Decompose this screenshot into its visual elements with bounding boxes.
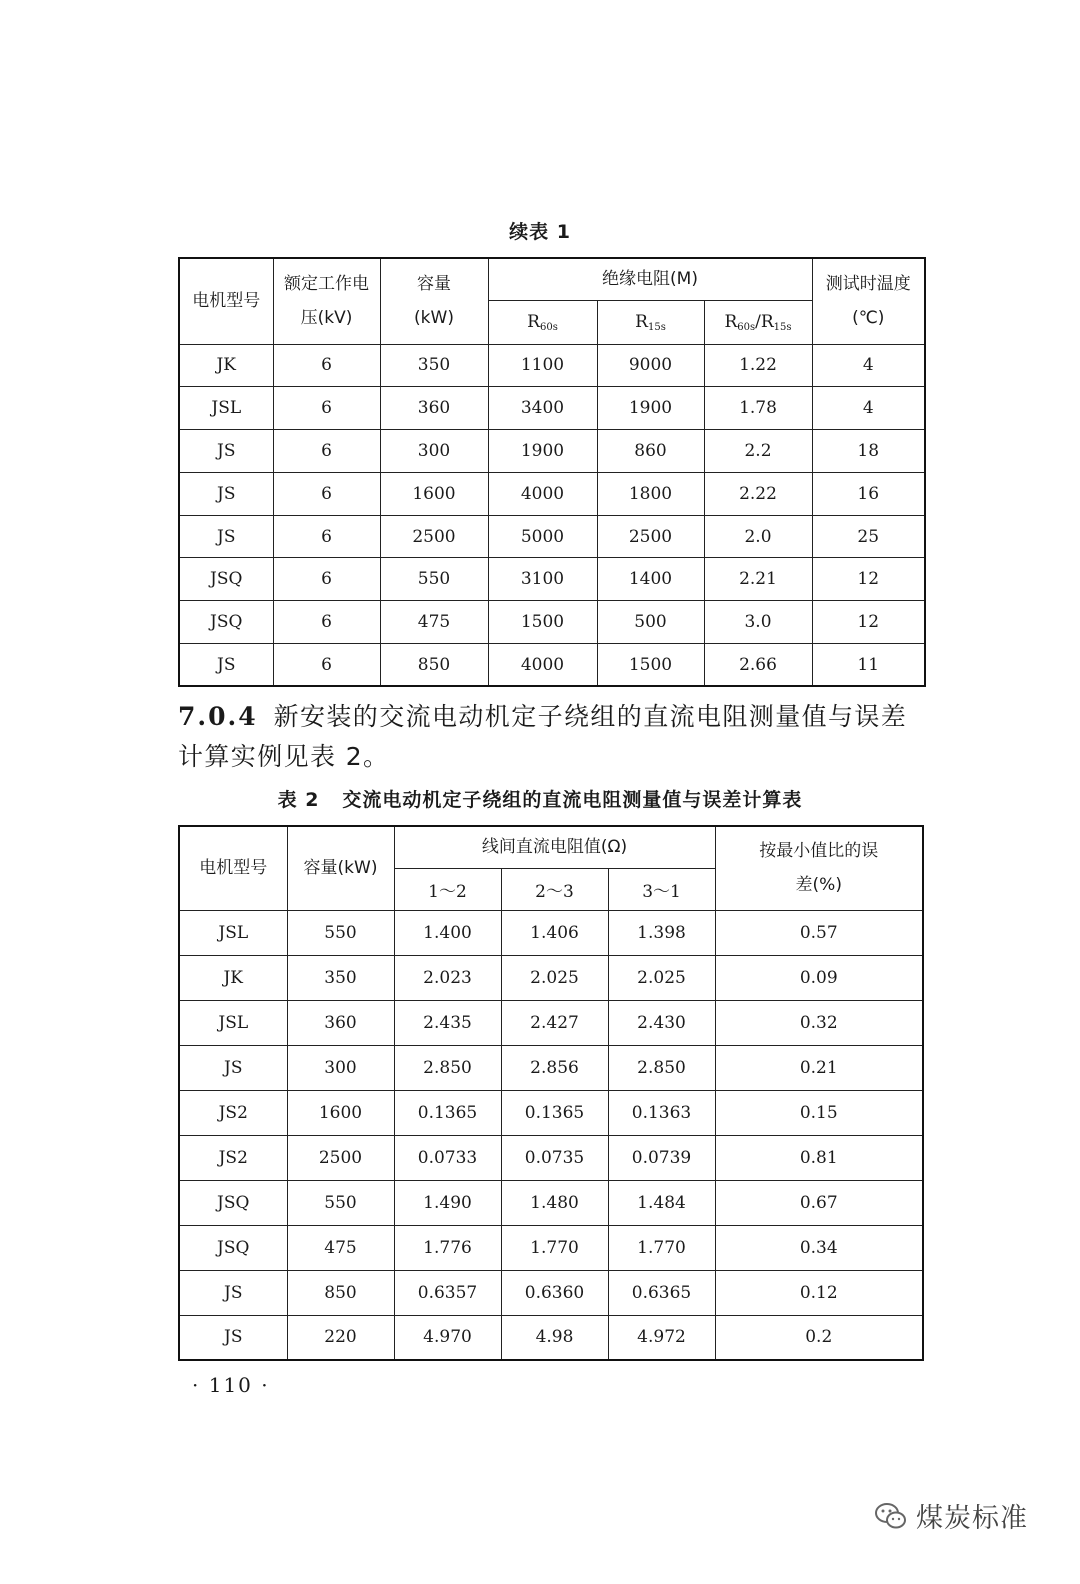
table1-cell: 1800 <box>597 472 704 515</box>
table1-cell: 2500 <box>597 515 704 558</box>
table1-cell: JSL <box>179 387 273 430</box>
table1-cell: 300 <box>380 430 488 473</box>
table1-cell: 9000 <box>597 344 704 387</box>
table1-cell: 2.21 <box>704 558 812 601</box>
table1-cell: 6 <box>273 515 380 558</box>
table1-cell: 6 <box>273 344 380 387</box>
table2-cell: 4.972 <box>608 1315 715 1360</box>
table2-row <box>179 910 923 955</box>
table1-cell: 1900 <box>488 430 597 473</box>
table2-cell: 1.484 <box>608 1180 715 1225</box>
table1-cell: 2500 <box>380 515 488 558</box>
table1-row <box>179 515 925 558</box>
table2-cell: 0.0735 <box>501 1135 608 1180</box>
watermark <box>874 1496 1028 1535</box>
table2-cell: 0.1365 <box>501 1090 608 1135</box>
table2-cell: 1.770 <box>608 1225 715 1270</box>
t2-header-p23: 2～3 <box>501 868 608 910</box>
table2-cell: 0.32 <box>715 1000 923 1045</box>
table2-cell: 350 <box>287 955 394 1000</box>
table1-cell: 6 <box>273 558 380 601</box>
table1-row <box>179 601 925 644</box>
table2-cell: JSL <box>179 1000 287 1045</box>
t1-header-r15: $R_{15s}$ <box>597 300 704 344</box>
watermark-text: 煤炭标准 <box>916 1503 1028 1534</box>
table1-cell: 3100 <box>488 558 597 601</box>
table2-cell: JS <box>179 1045 287 1090</box>
clause-text-line2: 计算实例见表 2。 <box>178 742 390 771</box>
table1-cell: 1500 <box>597 644 704 687</box>
table2-cell: 2500 <box>287 1135 394 1180</box>
table2-row <box>179 1045 923 1090</box>
table1-cell: 2.66 <box>704 644 812 687</box>
table1-cell: JS <box>179 430 273 473</box>
t1-header-temp: 测试时温度(℃) <box>812 258 925 344</box>
table2-cell: 0.0733 <box>394 1135 501 1180</box>
table1-cell: JS <box>179 515 273 558</box>
table2-row <box>179 1180 923 1225</box>
table2-cell: 1.406 <box>501 910 608 955</box>
table1-cell: 6 <box>273 387 380 430</box>
table2-cell: 0.6365 <box>608 1270 715 1315</box>
table1-cell: 2.0 <box>704 515 812 558</box>
table2-cell: JS <box>179 1315 287 1360</box>
table1-row <box>179 344 925 387</box>
table2-cell: 2.430 <box>608 1000 715 1045</box>
t2-header-model: 电机型号 <box>179 826 287 910</box>
table1-cell: JS <box>179 472 273 515</box>
table2-cell: 0.15 <box>715 1090 923 1135</box>
table1-cell: 4000 <box>488 644 597 687</box>
table2-cell: 0.2 <box>715 1315 923 1360</box>
table1-cell: 6 <box>273 601 380 644</box>
table1-caption: 续表 1 <box>509 221 571 243</box>
table1-cell: JK <box>179 344 273 387</box>
table2-cell: 300 <box>287 1045 394 1090</box>
table1-cell: 1500 <box>488 601 597 644</box>
table1 <box>178 257 926 687</box>
table2-cell: JK <box>179 955 287 1000</box>
table1-cell: 18 <box>812 430 925 473</box>
table1-cell: 1900 <box>597 387 704 430</box>
table2-row <box>179 1000 923 1045</box>
table1-cell: JSQ <box>179 558 273 601</box>
table2-cell: JS <box>179 1270 287 1315</box>
table2-cell: 0.1363 <box>608 1090 715 1135</box>
table2-row <box>179 1315 923 1360</box>
table2-cell: JSL <box>179 910 287 955</box>
clause-number: 7.0.4 <box>178 702 258 731</box>
table2-cell: 1.776 <box>394 1225 501 1270</box>
table2-cell: 2.023 <box>394 955 501 1000</box>
table1-cell: 1.78 <box>704 387 812 430</box>
table1-cell: 11 <box>812 644 925 687</box>
t1-header-r60: $R_{60s}$ <box>488 300 597 344</box>
table2-cell: 1.398 <box>608 910 715 955</box>
table2-cell: JS2 <box>179 1135 287 1180</box>
table2-cell: 1.480 <box>501 1180 608 1225</box>
table1-cell: 12 <box>812 601 925 644</box>
t1-header-insulation: 绝缘电阻(M) <box>488 258 812 300</box>
table1-cell: 350 <box>380 344 488 387</box>
table2-row <box>179 955 923 1000</box>
table2-cell: 2.025 <box>608 955 715 1000</box>
table1-cell: 550 <box>380 558 488 601</box>
table1-cell: 1600 <box>380 472 488 515</box>
t2-header-resistance: 线间直流电阻值(Ω) <box>394 826 715 868</box>
table2-cell: 2.850 <box>394 1045 501 1090</box>
t1-header-ratio: $R_{60s}/R_{15s}$ <box>704 300 812 344</box>
page-number: · 110 · <box>192 1373 270 1397</box>
table2-cell: 1600 <box>287 1090 394 1135</box>
table1-cell: 2.22 <box>704 472 812 515</box>
clause-text-line1: 新安装的交流电动机定子绕组的直流电阻测量值与误差 <box>273 702 908 731</box>
table1-row <box>179 472 925 515</box>
table1-cell: 16 <box>812 472 925 515</box>
table1-cell: 4 <box>812 387 925 430</box>
table2-row <box>179 1135 923 1180</box>
table2-cell: 1.490 <box>394 1180 501 1225</box>
table2-cell: 0.67 <box>715 1180 923 1225</box>
t2-header-p12: 1～2 <box>394 868 501 910</box>
table1-cell: 12 <box>812 558 925 601</box>
wechat-icon <box>874 1501 908 1531</box>
table2-cell: 550 <box>287 910 394 955</box>
table2-cell: 0.81 <box>715 1135 923 1180</box>
table2-cell: 360 <box>287 1000 394 1045</box>
table1-body <box>179 344 925 686</box>
table1-cell: 4 <box>812 344 925 387</box>
table2-cell: 2.850 <box>608 1045 715 1090</box>
table2-cell: 0.21 <box>715 1045 923 1090</box>
table2-cell: 475 <box>287 1225 394 1270</box>
clause-7-0-4 <box>178 697 928 777</box>
table1-cell: 6 <box>273 472 380 515</box>
table2-row <box>179 1225 923 1270</box>
table1-cell: 3400 <box>488 387 597 430</box>
table1-cell: 1.22 <box>704 344 812 387</box>
table1-cell: 5000 <box>488 515 597 558</box>
table2-cell: 220 <box>287 1315 394 1360</box>
table1-cell: 475 <box>380 601 488 644</box>
table2-cell: 0.1365 <box>394 1090 501 1135</box>
table1-cell: 1400 <box>597 558 704 601</box>
table2-cell: JSQ <box>179 1180 287 1225</box>
table2-cell: 1.770 <box>501 1225 608 1270</box>
table1-cell: JS <box>179 644 273 687</box>
table1-cell: 2.2 <box>704 430 812 473</box>
table2-cell: 0.57 <box>715 910 923 955</box>
table1-cell: 6 <box>273 644 380 687</box>
table2-cell: 2.435 <box>394 1000 501 1045</box>
t2-header-p31: 3～1 <box>608 868 715 910</box>
table1-cell: 500 <box>597 601 704 644</box>
table2-caption: 表 2 交流电动机定子绕组的直流电阻测量值与误差计算表 <box>277 789 803 811</box>
t2-header-error: 按最小值比的误差(%) <box>715 826 923 910</box>
table2-body <box>179 910 923 1360</box>
table2-row <box>179 1090 923 1135</box>
table2-cell: JS2 <box>179 1090 287 1135</box>
table2-cell: 0.0739 <box>608 1135 715 1180</box>
t1-header-capacity: 容量(kW) <box>380 258 488 344</box>
table1-cell: 6 <box>273 430 380 473</box>
table2-cell: 0.6360 <box>501 1270 608 1315</box>
t1-header-voltage: 额定工作电压(kV) <box>273 258 380 344</box>
table1-cell: 3.0 <box>704 601 812 644</box>
table2-cell: 850 <box>287 1270 394 1315</box>
table2-cell: 550 <box>287 1180 394 1225</box>
table2-cell: 1.400 <box>394 910 501 955</box>
table2-cell: 0.12 <box>715 1270 923 1315</box>
table2-cell: JSQ <box>179 1225 287 1270</box>
table2-cell: 0.6357 <box>394 1270 501 1315</box>
table2-cell: 2.427 <box>501 1000 608 1045</box>
table1-row <box>179 644 925 687</box>
table2-cell: 2.025 <box>501 955 608 1000</box>
table1-cell: JSQ <box>179 601 273 644</box>
table1-row <box>179 430 925 473</box>
table1-cell: 1100 <box>488 344 597 387</box>
table2-row <box>179 1270 923 1315</box>
table1-row <box>179 387 925 430</box>
t1-header-model: 电机型号 <box>179 258 273 344</box>
table2-cell: 2.856 <box>501 1045 608 1090</box>
table2-cell: 4.98 <box>501 1315 608 1360</box>
table2-cell: 4.970 <box>394 1315 501 1360</box>
t2-header-capacity: 容量(kW) <box>287 826 394 910</box>
table1-cell: 860 <box>597 430 704 473</box>
table2-cell: 0.09 <box>715 955 923 1000</box>
table2-cell: 0.34 <box>715 1225 923 1270</box>
table1-cell: 360 <box>380 387 488 430</box>
table1-cell: 25 <box>812 515 925 558</box>
table1-cell: 850 <box>380 644 488 687</box>
table2 <box>178 825 924 1361</box>
table1-cell: 4000 <box>488 472 597 515</box>
table1-row <box>179 558 925 601</box>
